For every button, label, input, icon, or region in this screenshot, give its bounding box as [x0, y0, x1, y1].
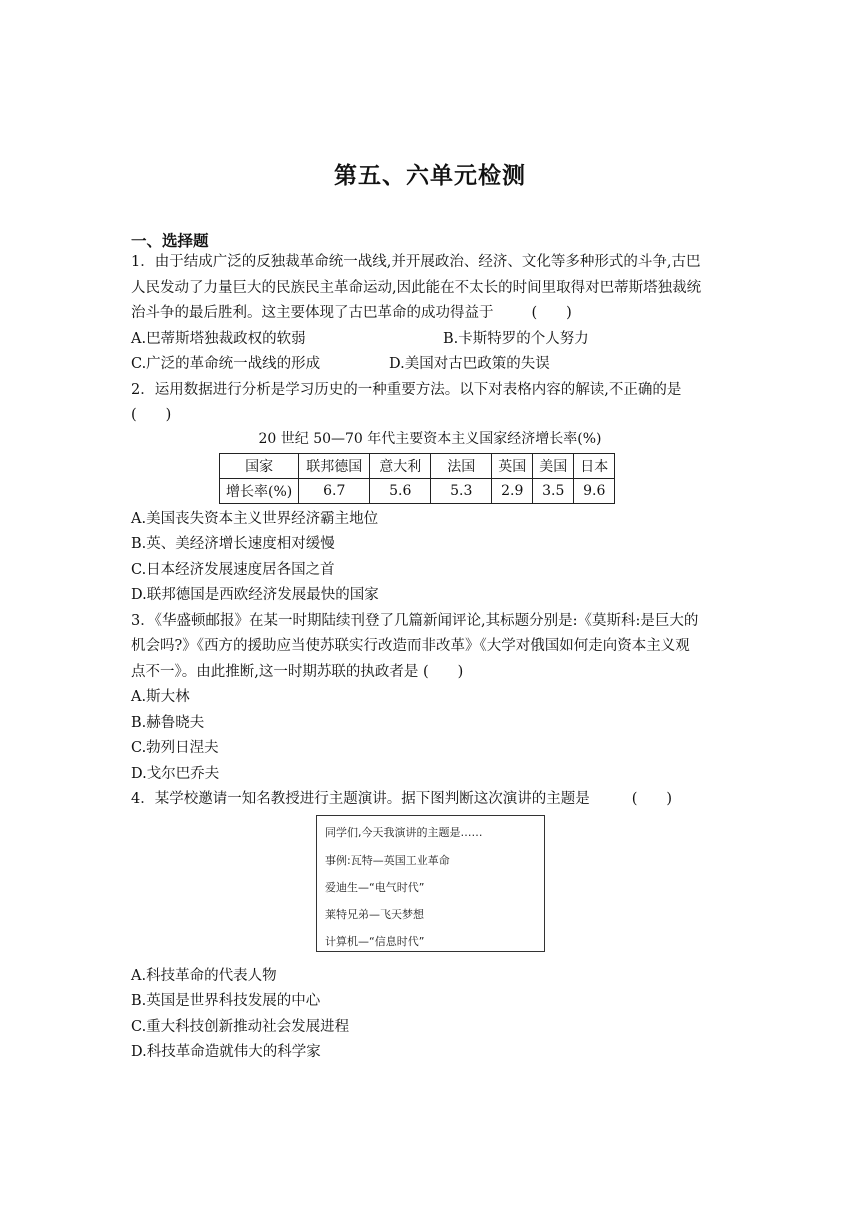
q4-bracket: ( ) [631, 791, 673, 807]
table-country-cell: 联邦德国 [299, 454, 370, 479]
q1-option-d: D.美国对古巴政策的失误 [389, 356, 550, 372]
table-value-cell: 5.3 [431, 479, 492, 504]
q2-bracket: ( ) [131, 407, 172, 423]
figure-line: 事例:瓦特—英国工业革命 [325, 854, 450, 867]
table-country-cell: 美国 [533, 454, 574, 479]
q1-option-c: C.广泛的革命统一战线的形成 [131, 356, 321, 372]
q1-option-a: A.巴蒂斯塔独裁政权的软弱 [131, 331, 306, 347]
q3-option-a: A.斯大林 [131, 689, 190, 705]
figure-line: 爱迪生—“电气时代” [325, 881, 425, 894]
q4-option-a: A.科技革命的代表人物 [131, 968, 277, 984]
growth-rate-table [219, 453, 615, 504]
q1-options-row-1 [131, 329, 731, 349]
figure-line: 同学们,今天我演讲的主题是…… [325, 826, 483, 839]
q2-option-b: B.英、美经济增长速度相对缓慢 [131, 536, 335, 552]
q1-bracket: ( ) [531, 305, 572, 321]
q1-line-2: 人民发动了力量巨大的民族民主革命运动,因此能在不太长的时间里取得对巴蒂斯塔独裁统 [131, 280, 702, 296]
table-country-cell: 英国 [492, 454, 533, 479]
figure-line: 计算机—“信息时代” [325, 935, 425, 948]
q3-option-d: D.戈尔巴乔夫 [131, 766, 220, 782]
table-header-row [220, 454, 615, 479]
q2-option-a: A.美国丧失资本主义世界经济霸主地位 [131, 511, 379, 527]
figure-line: 莱特兄弟—飞天梦想 [325, 908, 424, 921]
q3-line-1: 3．《华盛顿邮报》在某一时期陆续刊登了几篇新闻评论,其标题分别是:《莫斯科:是巨大的 [131, 613, 699, 629]
q2-option-d: D.联邦德国是西欧经济发展最快的国家 [131, 587, 379, 603]
q1-line-1: 1．由于结成广泛的反独裁革命统一战线,并开展政治、经济、文化等多种形式的斗争,古巴 [131, 254, 701, 270]
table-value-cell: 2.9 [492, 479, 533, 504]
q3-option-b: B.赫鲁晓夫 [131, 715, 205, 731]
q2-line-1: 2．运用数据进行分析是学习历史的一种重要方法。以下对表格内容的解读,不正确的是 [131, 382, 682, 398]
table-country-cell: 日本 [574, 454, 615, 479]
q3-line-2: 机会吗?》《西方的援助应当使苏联实行改造而非改革》《大学对俄国如何走向资本主义观 [131, 638, 690, 654]
page-title: 第五、六单元检测 [334, 163, 526, 189]
table-value-cell: 5.6 [370, 479, 431, 504]
q3-option-c: C.勃列日涅夫 [131, 740, 219, 756]
table-value-cell: 6.7 [299, 479, 370, 504]
q4-option-c: C.重大科技创新推动社会发展进程 [131, 1019, 350, 1035]
q2-option-c: C.日本经济发展速度居各国之首 [131, 562, 335, 578]
q1-option-b: B.卡斯特罗的个人努力 [443, 331, 589, 347]
table-value-cell: 9.6 [574, 479, 615, 504]
q4-stem: 4．某学校邀请一知名教授进行主题演讲。据下图判断这次演讲的主题是 [131, 791, 590, 807]
q1-options-row-2 [131, 354, 731, 374]
q4-line-1 [131, 789, 731, 809]
table-value-cell: 3.5 [533, 479, 574, 504]
lecture-figure [316, 815, 545, 952]
q1-line-3 [131, 303, 731, 323]
section-heading: 一、选择题 [131, 232, 209, 250]
table-row-label: 增长率(%) [220, 479, 299, 504]
q4-option-b: B.英国是世界科技发展的中心 [131, 993, 321, 1009]
table-country-cell: 意大利 [370, 454, 431, 479]
q3-line-3: 点不一》。由此推断,这一时期苏联的执政者是 ( ) [131, 664, 464, 680]
table-value-row [220, 479, 615, 504]
table-caption: 20 世纪 50—70 年代主要资本主义国家经济增长率(%) [258, 431, 602, 447]
table-header-label: 国家 [220, 454, 299, 479]
table-country-cell: 法国 [431, 454, 492, 479]
q4-option-d: D.科技革命造就伟大的科学家 [131, 1044, 321, 1060]
q1-stem-end: 治斗争的最后胜利。这主要体现了古巴革命的成功得益于 [131, 305, 494, 321]
